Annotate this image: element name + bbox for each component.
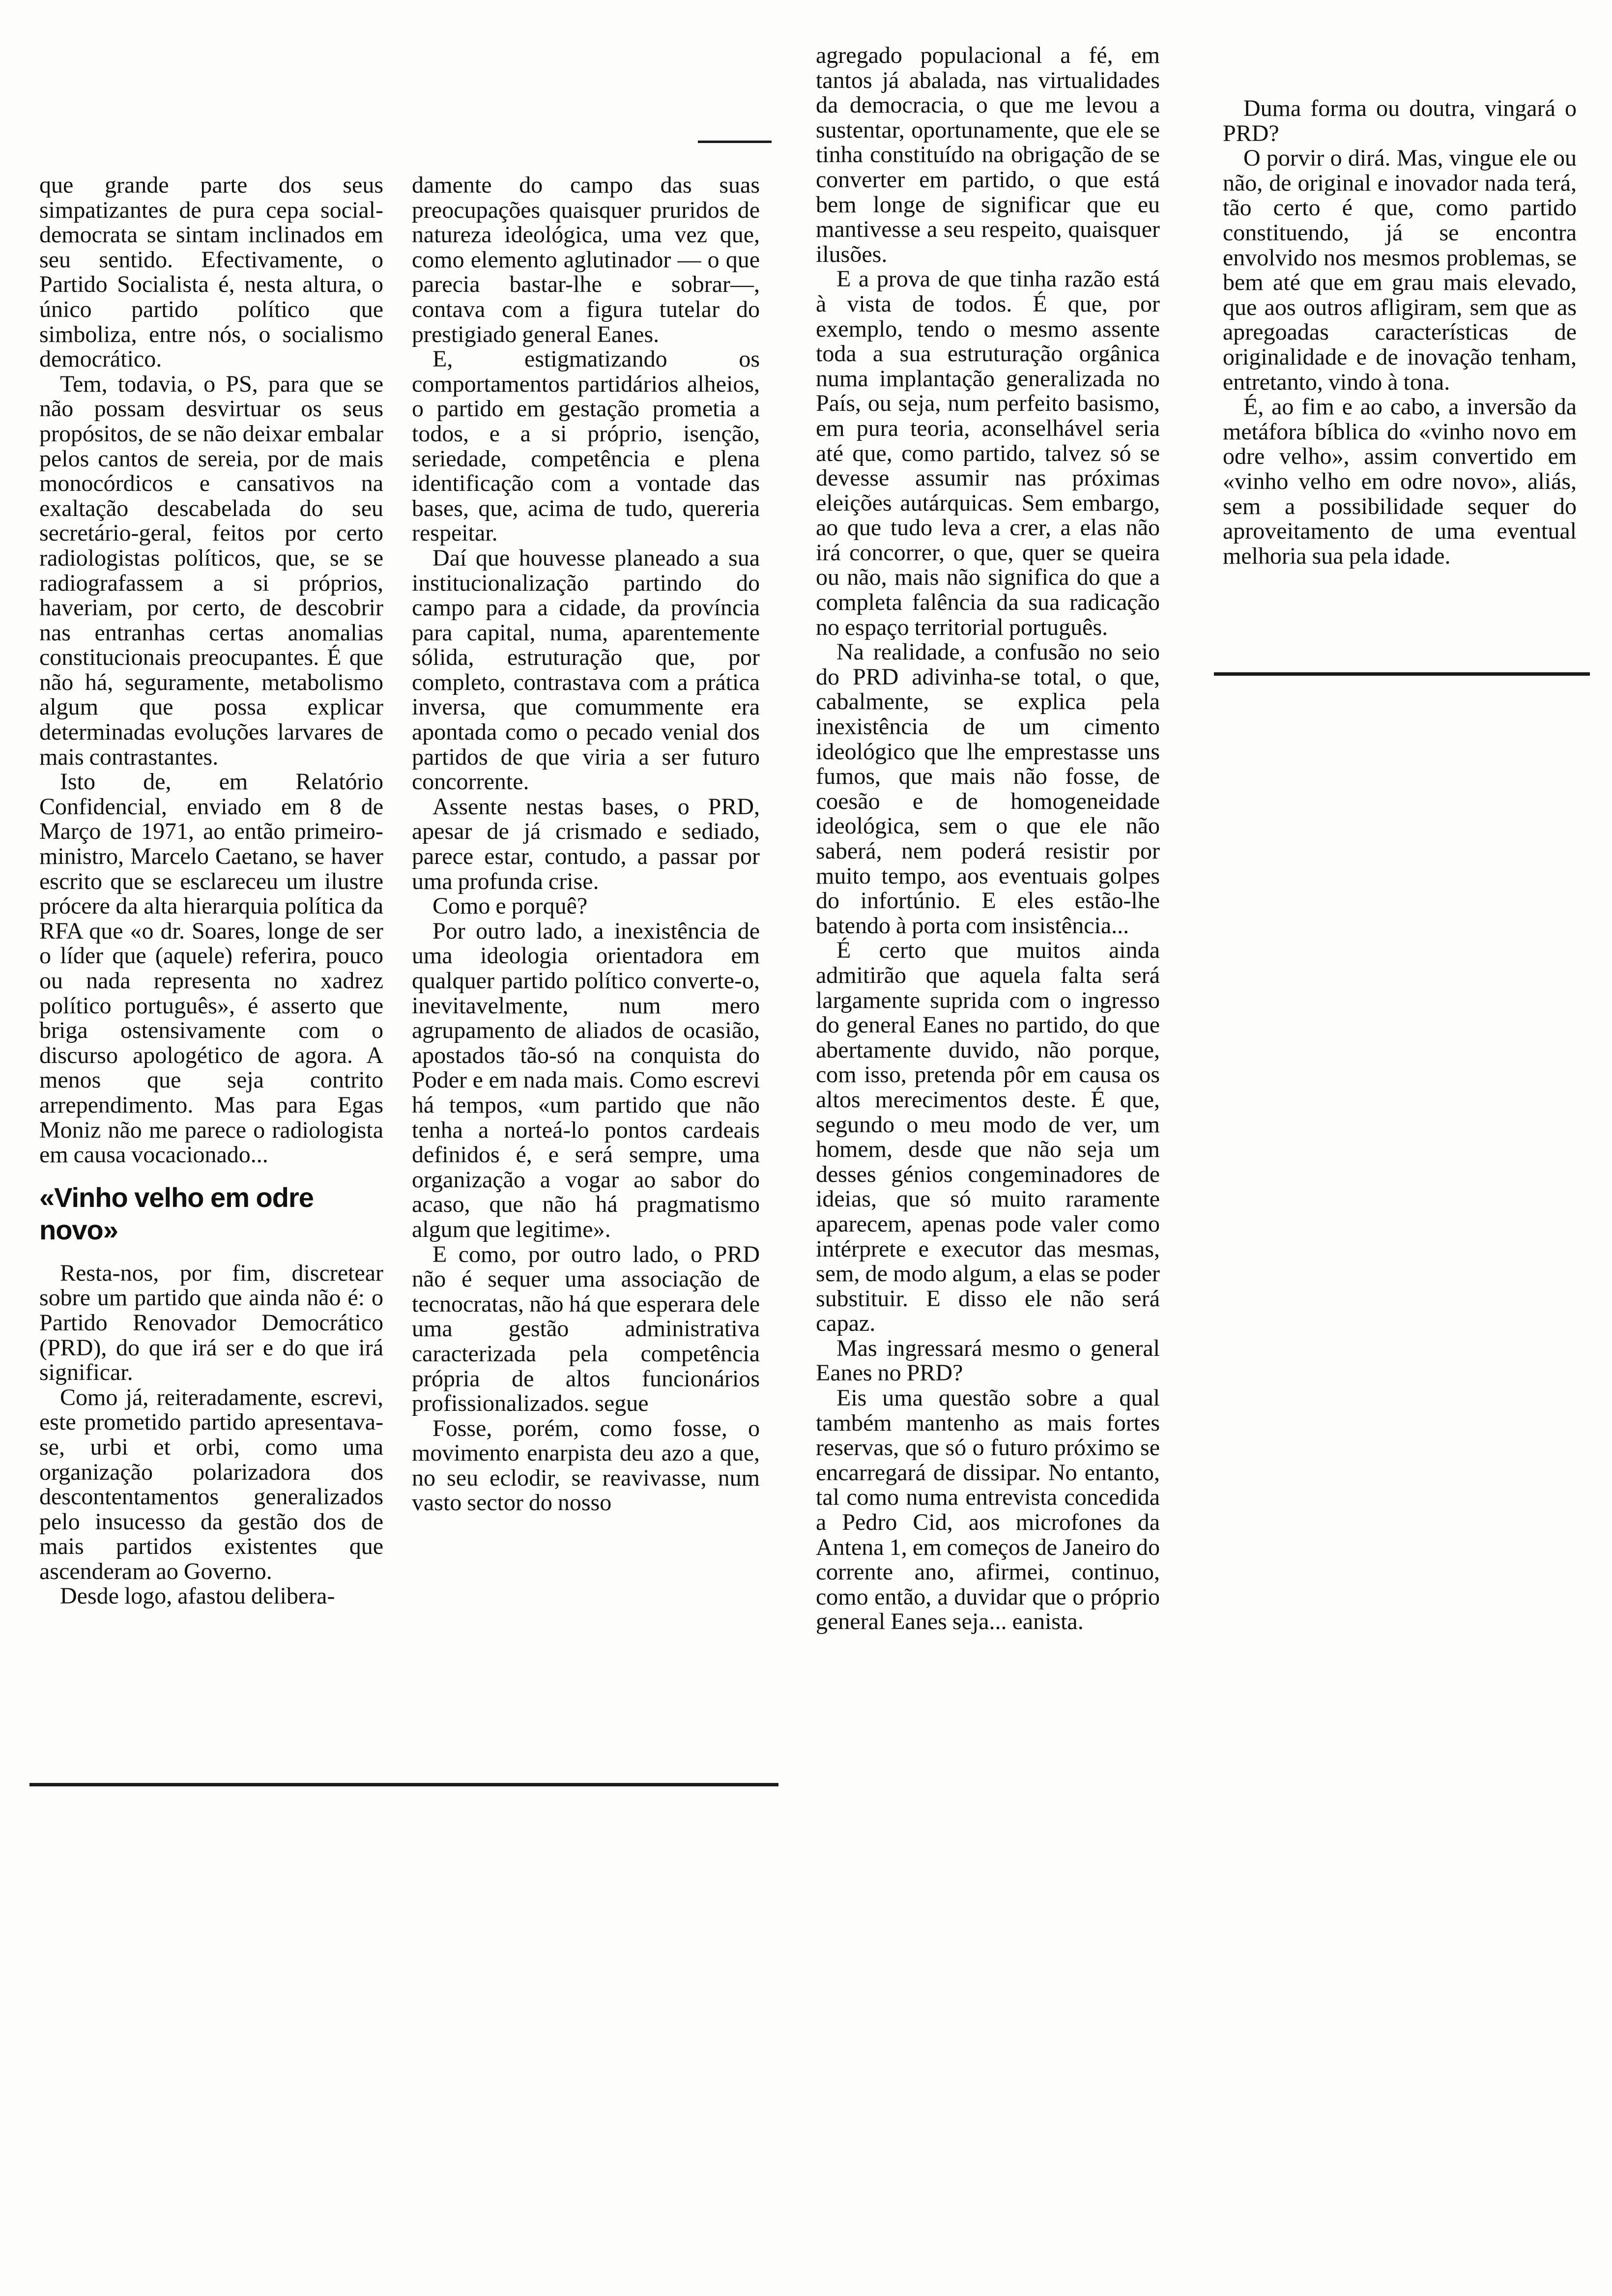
paragraph: Na realidade, a confusão no seio do PRD adivinha-se total, o que, cabalmente, se explica pela inexistência de um cimento ideológico que lhe emprestasse uns fumos, que mais não fosse, de coesão e de homogeneidade ideológica, sem o que ele não saberá, nem poderá resistir por muito tempo, aos eventuais golpes do infortúnio. E eles estão-lhe batendo à porta com insistência...: [816, 639, 1160, 939]
article-column-3: [816, 43, 1160, 1635]
paragraph: É certo que muitos ainda admitirão que aquela falta será largamente suprida com o ingresso do general Eanes no partido, do que abertamente duvido, não porque, com isso, pretenda pôr em causa os altos merecimentos deste. É que, segundo o meu modo de ver, um homem, desde que não seja um desses génios congeminadores de ideias, que só muito raramente aparecem, apenas pode valer como intérprete e executor das mesmas, sem, de modo algum, a elas se poder substituir. E disso ele não será capaz.: [816, 937, 1160, 1337]
paragraph: Isto de, em Relatório Confidencial, enviado em 8 de Março de 1971, ao então primeiro-ministro, Marcelo Caetano, se haver escrito que se esclareceu um ilustre prócere da alta hierarquia política da RFA que «o dr. Soares, longe de ser o líder que (aquele) referira, pouco ou nada representa no xadrez político português», é asserto que briga ostensivamente com o discurso apologético de agora. A menos que seja contrito arrependimento. Mas para Egas Moniz não me parece o radiologista em causa vocacionado...: [39, 769, 383, 1168]
paragraph: Fosse, porém, como fosse, o movimento enarpista deu azo a que, no seu eclodir, se reavivasse, num vasto sector do nosso: [412, 1415, 760, 1516]
paragraph: E a prova de que tinha razão está à vista de todos. É que, por exemplo, tendo o mesmo assente toda a sua estruturação orgânica numa implantação generalizada no País, ou seja, num perfeito basismo, em pura teoria, aconselhável seria até que, como partido, talvez só se devesse assumir nas próximas eleições autárquicas. Sem embargo, ao que tudo leva a crer, a elas não irá concorrer, o que, quer se queira ou não, mais não significa do que a completa falência da sua radicação no espaço territorial português.: [816, 266, 1160, 640]
article-column-2: [412, 173, 760, 1516]
paragraph: agregado populacional a fé, em tantos já abalada, nas virtualidades da democracia, o que me levou a sustentar, oportunamente, que ele se tinha constituído na obrigação de se converter em partido, o que está bem longe de significar que eu mantivesse a seu respeito, quaisquer ilusões.: [816, 42, 1160, 267]
paragraph: Duma forma ou doutra, vingará o PRD?: [1223, 95, 1577, 146]
paragraph: E, estigmatizando os comportamentos partidários alheios, o partido em gestação prometia a todos, e a si próprio, isenção, seriedade, competência e plena identificação com a vontade das bases, que, acima de tudo, quereria respeitar.: [412, 346, 760, 546]
paragraph: Resta-nos, por fim, discretear sobre um partido que ainda não é: o Partido Renovador Democrático (PRD), do que irá ser e do que irá significar.: [39, 1260, 383, 1386]
paragraph: É, ao fim e ao cabo, a inversão da metáfora bíblica do «vinho novo em odre velho», assim convertido em «vinho velho em odre novo», aliás, sem a possibilidade sequer do aproveitamento de uma eventual melhoria sua pela idade.: [1223, 394, 1577, 569]
section-heading: «Vinho velho em odre novo»: [39, 1181, 314, 1245]
paragraph: Desde logo, afastou delibera-: [60, 1583, 335, 1609]
paragraph: Eis uma questão sobre a qual também mantenho as mais fortes reservas, que só o futuro próximo se encarregará de dissipar. No entanto, tal como numa entrevista concedida a Pedro Cid, aos microfones da Antena 1, em começos de Janeiro do corrente ano, afirmei, continuo, como então, a duvidar que o próprio general Eanes seja... eanista.: [816, 1385, 1160, 1635]
column-rule: [29, 1783, 778, 1786]
paragraph: Daí que houvesse planeado a sua institucionalização partindo do campo para a cidade, da província para capital, numa, aparentemente sólida, estruturação que, por completo, contrastava com a prática inversa, que comummente era apontada como o pecado venial dos partidos de que viria a ser futuro concorrente.: [412, 545, 760, 795]
paragraph: Mas ingressará mesmo o general Eanes no PRD?: [816, 1335, 1160, 1386]
paragraph: Por outro lado, a inexistência de uma ideologia orientadora em qualquer partido político converte-o, inevitavelmente, num mero agrupamento de aliados de ocasião, apostados tão-só na conquista do Poder e em nada mais. Como escrevi há tempos, «um partido que não tenha a norteá-lo pontos cardeais definidos é, e será sempre, uma organização a vogar ao sabor do acaso, que não há pragmatismo algum que legitime».: [412, 918, 760, 1242]
paragraph: damente do campo das suas preocupações quaisquer pruridos de natureza ideológica, uma vez que, como elemento aglutinador — o que parecia bastar-lhe e sobrar—, contava com a figura tutelar do prestigiado general Eanes.: [412, 172, 760, 347]
article-column-4: [1223, 96, 1577, 569]
paragraph: O porvir o dirá. Mas, vingue ele ou não, de original e inovador nada terá, tão certo é que, como partido constituendo, já se encontra envolvido nos mesmos problemas, se bem até que em grau mais elevado, que aos outros afligiram, sem que as apregoadas características de originalidade e de inovação tenham, entretanto, vindo à tona.: [1223, 145, 1577, 395]
article-column-1: [39, 173, 383, 1609]
paragraph: Como já, reiteradamente, escrevi, este prometido partido apresentava-se, urbi et orbi, como uma organização polarizadora dos descontentamentos generalizados pelo insucesso da gestão dos de mais partidos existentes que ascenderam ao Governo.: [39, 1384, 383, 1584]
column-rule: [698, 141, 772, 143]
paragraph: que grande parte dos seus simpatizantes de pura cepa social-democrata se sintam inclinados em seu sentido. Efectivamente, o Partido Socialista é, nesta altura, o único partido político que simboliza, entre nós, o socialismo democrático.: [39, 172, 383, 373]
paragraph: Tem, todavia, o PS, para que se não possam desvirtuar os seus propósitos, de se não deixar embalar pelos cantos de sereia, por de mais monocórdicos e cansativos na exaltação descabelada do seu secretário-geral, feitos por certo radiologistas políticos, que, se se radiografassem a si próprios, haveriam, por certo, de descobrir nas entranhas certas anomalias constitucionais preocupantes. É que não há, seguramente, metabolismo algum que possa explicar determinadas evoluções larvares de mais contrastantes.: [39, 371, 383, 770]
paragraph: E como, por outro lado, o PRD não é sequer uma associação de tecnocratas, não há que esperara dele uma gestão administrativa caracterizada pela competência própria de altos funcionários profissionalizados. segue: [412, 1241, 760, 1417]
paragraph: Como e porquê?: [432, 893, 588, 919]
paragraph: Assente nestas bases, o PRD, apesar de já crismado e sediado, parece estar, contudo, a passar por uma profunda crise.: [412, 793, 760, 894]
column-rule: [1214, 672, 1590, 676]
